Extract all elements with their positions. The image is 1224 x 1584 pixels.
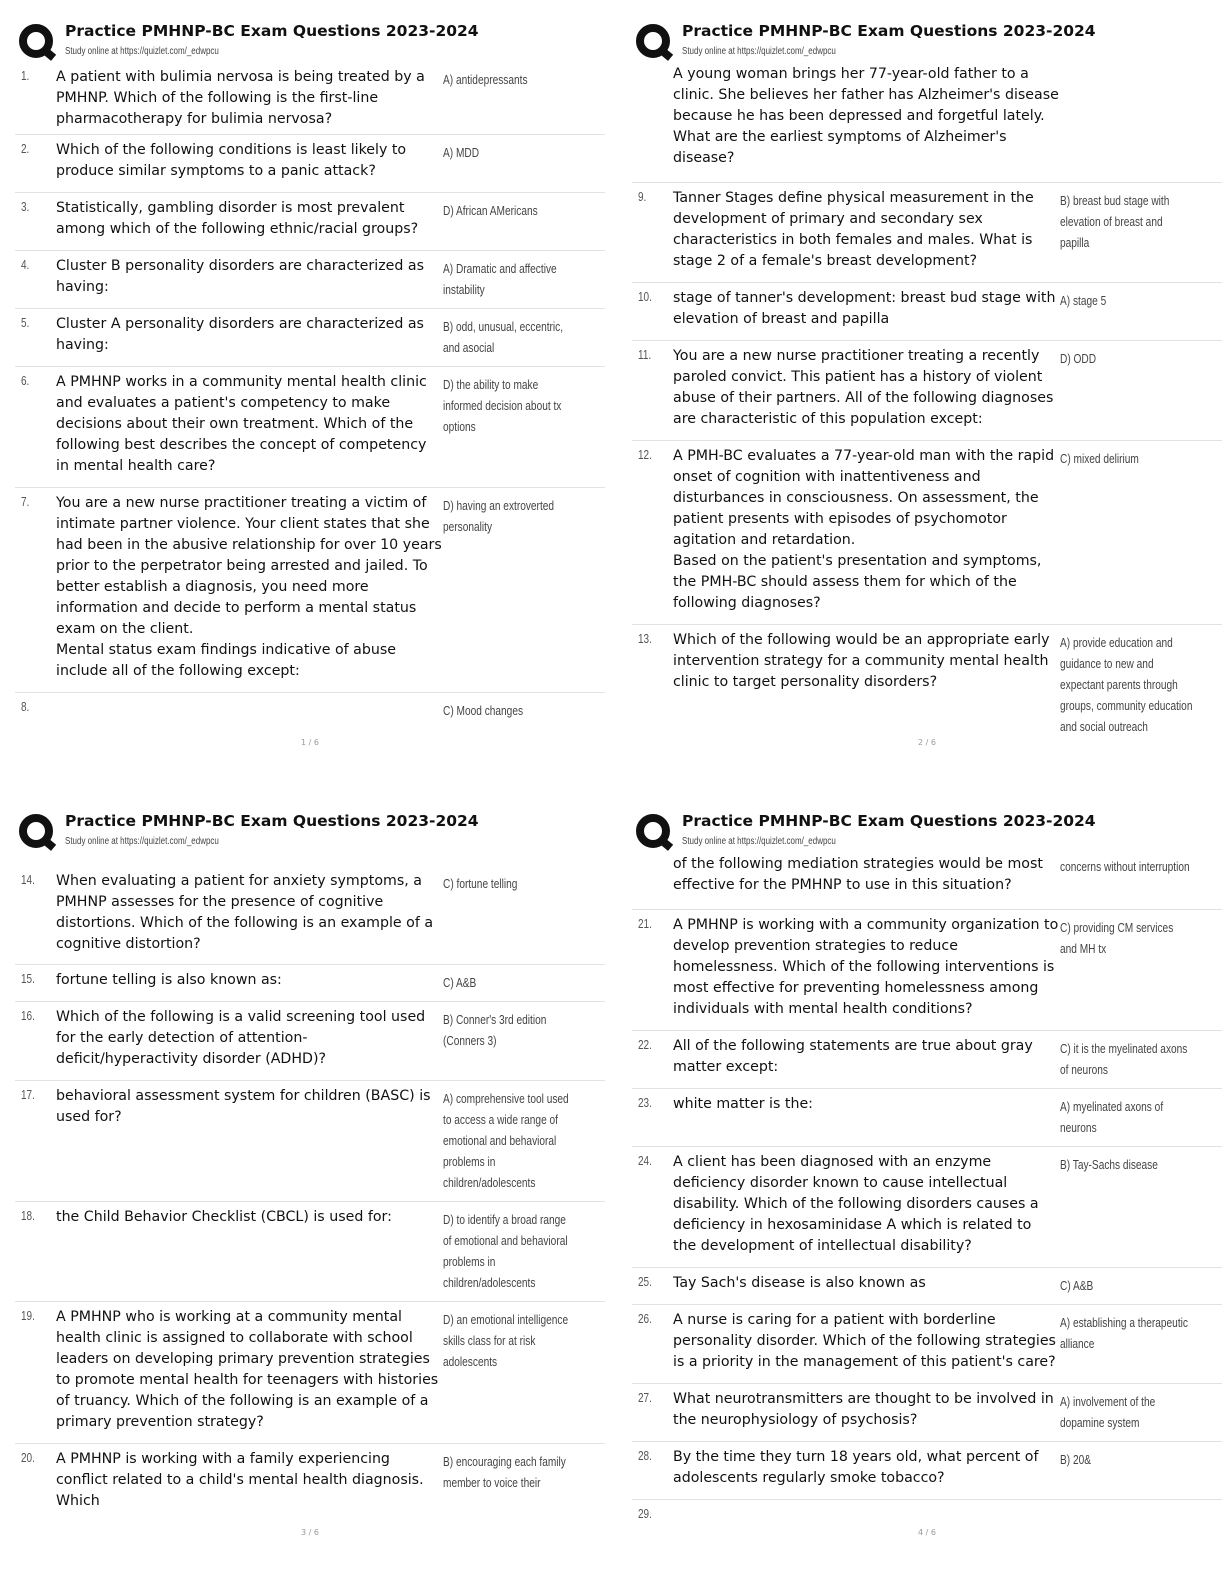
question-number: 12. bbox=[638, 448, 652, 462]
answer-text: C) it is the myelinated axons of neurons bbox=[1060, 1041, 1188, 1077]
answer-text: C) A&B bbox=[1060, 1278, 1094, 1293]
answer-text: A) provide education and guidance to new and expectant parents through groups, community education and social outreach bbox=[1060, 635, 1193, 734]
answer-text: A) myelinated axons of neurons bbox=[1060, 1099, 1164, 1135]
doc-title: Practice PMHNP-BC Exam Questions 2023-2024 bbox=[682, 812, 1096, 830]
answer-text: D) having an extroverted personality bbox=[443, 498, 555, 534]
question-text: A young woman brings her 77-year-old father to a clinic. She believes her father has Alzheimer's disease because he has been depressed and forgetful lately. What are the earliest symptoms of Alzheimer's disease? bbox=[673, 66, 1059, 166]
answer-text: A) comprehensive tool used to access a wide range of emotional and behavioral problems in children/adolescents bbox=[443, 1091, 569, 1190]
doc-subtitle: Study online at https://quizlet.com/_edwpcu bbox=[682, 46, 836, 57]
answer-text: B) Conner's 3rd edition (Conners 3) bbox=[443, 1012, 547, 1048]
question-text: A client has been diagnosed with an enzyme deficiency disorder known to cause intellectual disability. Which of the following disorders causes a deficiency in hexosaminidase A which is related to the development of intellectual disability? bbox=[673, 1154, 1039, 1254]
question-row bbox=[15, 1002, 605, 1081]
question-number: 26. bbox=[638, 1312, 652, 1326]
question-text: A PMHNP is working with a community organization to develop prevention strategies to reduce homelessness. Which of the following interventions is most effective for preventing homelessness among individuals with mental health conditions? bbox=[673, 917, 1059, 1017]
answer-text: A) antidepressants bbox=[443, 72, 528, 87]
page-4 bbox=[632, 802, 1222, 1582]
question-row bbox=[15, 866, 605, 965]
question-number: 1. bbox=[21, 69, 30, 83]
doc-subtitle: Study online at https://quizlet.com/_edwpcu bbox=[65, 836, 219, 847]
question-row bbox=[15, 1444, 605, 1509]
answer-text: A) involvement of the dopamine system bbox=[1060, 1394, 1156, 1430]
question-row bbox=[632, 1305, 1222, 1384]
question-number: 19. bbox=[21, 1309, 35, 1323]
question-text: the Child Behavior Checklist (CBCL) is used for: bbox=[56, 1209, 392, 1225]
question-row bbox=[632, 441, 1222, 625]
answer-text: D) the ability to make informed decision about tx options bbox=[443, 377, 562, 434]
page-number: 1 / 6 bbox=[301, 738, 319, 747]
question-number: 2. bbox=[21, 142, 30, 156]
question-text: of the following mediation strategies would be most effective for the PMHNP to use in this situation? bbox=[673, 856, 1043, 893]
question-text: A patient with bulimia nervosa is being treated by a PMHNP. Which of the following is the first-line pharmacotherapy for bulimia nervosa? bbox=[56, 69, 425, 127]
question-number: 23. bbox=[638, 1096, 652, 1110]
question-text: stage of tanner's development: breast bud stage with elevation of breast and papilla bbox=[673, 290, 1056, 327]
question-row bbox=[15, 488, 605, 693]
question-number: 9. bbox=[638, 190, 647, 204]
question-number: 17. bbox=[21, 1088, 35, 1102]
answer-text: A) Dramatic and affective instability bbox=[443, 261, 557, 297]
answer-text: B) encouraging each family member to voice their bbox=[443, 1454, 566, 1490]
question-number: 10. bbox=[638, 290, 652, 304]
answer-text: A) establishing a therapeutic alliance bbox=[1060, 1315, 1188, 1351]
answer-text: C) providing CM services and MH tx bbox=[1060, 920, 1174, 956]
page-3 bbox=[15, 802, 605, 1582]
question-text: Tay Sach's disease is also known as bbox=[673, 1275, 926, 1291]
doc-title: Practice PMHNP-BC Exam Questions 2023-2024 bbox=[65, 22, 479, 40]
question-text: Tanner Stages define physical measurement in the development of primary and secondary sex characteristics in both females and males. What is stage 2 of a female's breast development? bbox=[673, 190, 1034, 269]
question-number: 15. bbox=[21, 972, 35, 986]
question-text: Cluster A personality disorders are characterized as having: bbox=[56, 316, 424, 353]
question-row bbox=[632, 1089, 1222, 1147]
page-header bbox=[632, 12, 1222, 62]
question-number: 27. bbox=[638, 1391, 652, 1405]
answer-text: A) stage 5 bbox=[1060, 293, 1107, 308]
question-text: Which of the following would be an appropriate early intervention strategy for a community mental health clinic to target personality disorders? bbox=[673, 632, 1050, 690]
question-text: You are a new nurse practitioner treating a recently paroled convict. This patient has a history of violent abuse of their partners. All of the following diagnoses are characteristic of this population except: bbox=[673, 348, 1054, 427]
answer-text: B) breast bud stage with elevation of breast and papilla bbox=[1060, 193, 1170, 250]
page-header bbox=[15, 12, 605, 62]
answer-text: B) odd, unusual, eccentric, and asocial bbox=[443, 319, 564, 355]
answer-text: B) Tay-Sachs disease bbox=[1060, 1157, 1158, 1172]
question-number: 16. bbox=[21, 1009, 35, 1023]
question-text: white matter is the: bbox=[673, 1096, 813, 1112]
question-number: 28. bbox=[638, 1449, 652, 1463]
question-number: 11. bbox=[638, 348, 652, 362]
question-number: 29. bbox=[638, 1507, 652, 1521]
question-number: 25. bbox=[638, 1275, 652, 1289]
quizlet-logo-icon bbox=[17, 812, 59, 854]
answer-text: C) A&B bbox=[443, 975, 477, 990]
question-row bbox=[632, 1147, 1222, 1268]
question-row bbox=[632, 1268, 1222, 1305]
question-number: 24. bbox=[638, 1154, 652, 1168]
question-row bbox=[632, 1031, 1222, 1089]
question-number: 13. bbox=[638, 632, 652, 646]
answer-text: C) fortune telling bbox=[443, 876, 518, 891]
quizlet-logo-icon bbox=[17, 22, 59, 64]
question-text: A PMHNP works in a community mental health clinic and evaluates a patient's competency to make decisions about their own treatment. Which of the following best describes the concept of competency in mental health care? bbox=[56, 374, 427, 474]
question-row bbox=[15, 193, 605, 251]
question-row bbox=[15, 1081, 605, 1202]
page-1 bbox=[15, 12, 605, 792]
question-row bbox=[632, 1442, 1222, 1500]
question-text: All of the following statements are true about gray matter except: bbox=[673, 1038, 1033, 1075]
page-number: 4 / 6 bbox=[918, 1528, 936, 1537]
question-number: 3. bbox=[21, 200, 30, 214]
question-row bbox=[15, 1302, 605, 1444]
question-row bbox=[15, 965, 605, 1002]
answer-text: D) ODD bbox=[1060, 351, 1097, 366]
doc-subtitle: Study online at https://quizlet.com/_edwpcu bbox=[65, 46, 219, 57]
question-row bbox=[632, 341, 1222, 441]
answer-text: concerns without interruption bbox=[1060, 859, 1190, 874]
answer-text: B) 20& bbox=[1060, 1452, 1092, 1467]
question-text: What neurotransmitters are thought to be involved in the neurophysiology of psychosis? bbox=[673, 1391, 1054, 1428]
answer-text: A) MDD bbox=[443, 145, 480, 160]
question-row bbox=[15, 135, 605, 193]
question-text: Which of the following conditions is least likely to produce similar symptoms to a panic attack? bbox=[56, 142, 407, 179]
question-row bbox=[15, 693, 605, 729]
question-number: 22. bbox=[638, 1038, 652, 1052]
question-row bbox=[632, 183, 1222, 283]
question-text: Statistically, gambling disorder is most prevalent among which of the following ethnic/racial groups? bbox=[56, 200, 419, 237]
question-number: 5. bbox=[21, 316, 30, 330]
question-text: A PMHNP is working with a family experiencing conflict related to a child's mental health diagnosis. Which bbox=[56, 1451, 424, 1509]
question-row bbox=[632, 625, 1222, 735]
question-text: A PMHNP who is working at a community mental health clinic is assigned to collaborate with school leaders on developing primary prevention strategies to promote mental health for teenagers with histories of truancy. Which of the following is an example of a primary prevention strategy? bbox=[56, 1309, 439, 1430]
page-number: 2 / 6 bbox=[918, 738, 936, 747]
question-row bbox=[15, 309, 605, 367]
question-row bbox=[632, 1384, 1222, 1442]
page-number: 3 / 6 bbox=[301, 1528, 319, 1537]
quizlet-logo-icon bbox=[634, 22, 676, 64]
quizlet-logo-icon bbox=[634, 812, 676, 854]
answer-text: C) mixed delirium bbox=[1060, 451, 1139, 466]
answer-text: D) an emotional intelligence skills class for at risk adolescents bbox=[443, 1312, 569, 1369]
question-number: 20. bbox=[21, 1451, 35, 1465]
doc-title: Practice PMHNP-BC Exam Questions 2023-2024 bbox=[65, 812, 479, 830]
question-text: You are a new nurse practitioner treating a victim of intimate partner violence. Your client states that she had been in the abusive relationship for over 10 years prior to the perpetrator being arrested and jailed. To better establish a diagnosis, you need more information and decide to perform a mental status exam on the client. Mental status exam findings indicative of abuse include all of the following except: bbox=[56, 495, 442, 679]
question-row bbox=[632, 910, 1222, 1031]
page-2 bbox=[632, 12, 1222, 792]
question-row bbox=[632, 283, 1222, 341]
question-number: 21. bbox=[638, 917, 652, 931]
question-text: fortune telling is also known as: bbox=[56, 972, 282, 988]
answer-text: C) Mood changes bbox=[443, 703, 524, 718]
page-header bbox=[15, 802, 605, 852]
question-row bbox=[15, 62, 605, 135]
question-row bbox=[632, 62, 1222, 183]
question-number: 6. bbox=[21, 374, 30, 388]
doc-title: Practice PMHNP-BC Exam Questions 2023-2024 bbox=[682, 22, 1096, 40]
question-text: behavioral assessment system for children (BASC) is used for? bbox=[56, 1088, 431, 1125]
question-number: 18. bbox=[21, 1209, 35, 1223]
question-text: By the time they turn 18 years old, what percent of adolescents regularly smoke tobacco? bbox=[673, 1449, 1039, 1486]
question-row bbox=[15, 367, 605, 488]
question-text: Cluster B personality disorders are characterized as having: bbox=[56, 258, 424, 295]
question-text: Which of the following is a valid screening tool used for the early detection of attention-deficit/hyperactivity disorder (ADHD)? bbox=[56, 1009, 426, 1067]
question-number: 14. bbox=[21, 873, 35, 887]
answer-text: D) African AMericans bbox=[443, 203, 538, 218]
answer-text: D) to identify a broad range of emotional and behavioral problems in children/adolescents bbox=[443, 1212, 568, 1290]
question-number: 8. bbox=[21, 700, 30, 714]
question-row bbox=[632, 852, 1222, 910]
question-number: 7. bbox=[21, 495, 30, 509]
doc-subtitle: Study online at https://quizlet.com/_edwpcu bbox=[682, 836, 836, 847]
question-text: When evaluating a patient for anxiety symptoms, a PMHNP assesses for the presence of cognitive distortions. Which of the following is an example of a cognitive distortion? bbox=[56, 873, 434, 952]
question-row bbox=[15, 1202, 605, 1302]
page-header bbox=[632, 802, 1222, 852]
question-row bbox=[15, 251, 605, 309]
question-number: 4. bbox=[21, 258, 30, 272]
question-text: A nurse is caring for a patient with borderline personality disorder. Which of the following strategies is a priority in the management of this patient's care? bbox=[673, 1312, 1056, 1370]
question-text: A PMH-BC evaluates a 77-year-old man with the rapid onset of cognition with inattentiveness and disturbances in consciousness. On assessment, the patient presents with episodes of psychomotor agitation and retardation. Based on the patient's presentation and symptoms, the PMH-BC should assess them for which of the following diagnoses? bbox=[673, 448, 1055, 611]
